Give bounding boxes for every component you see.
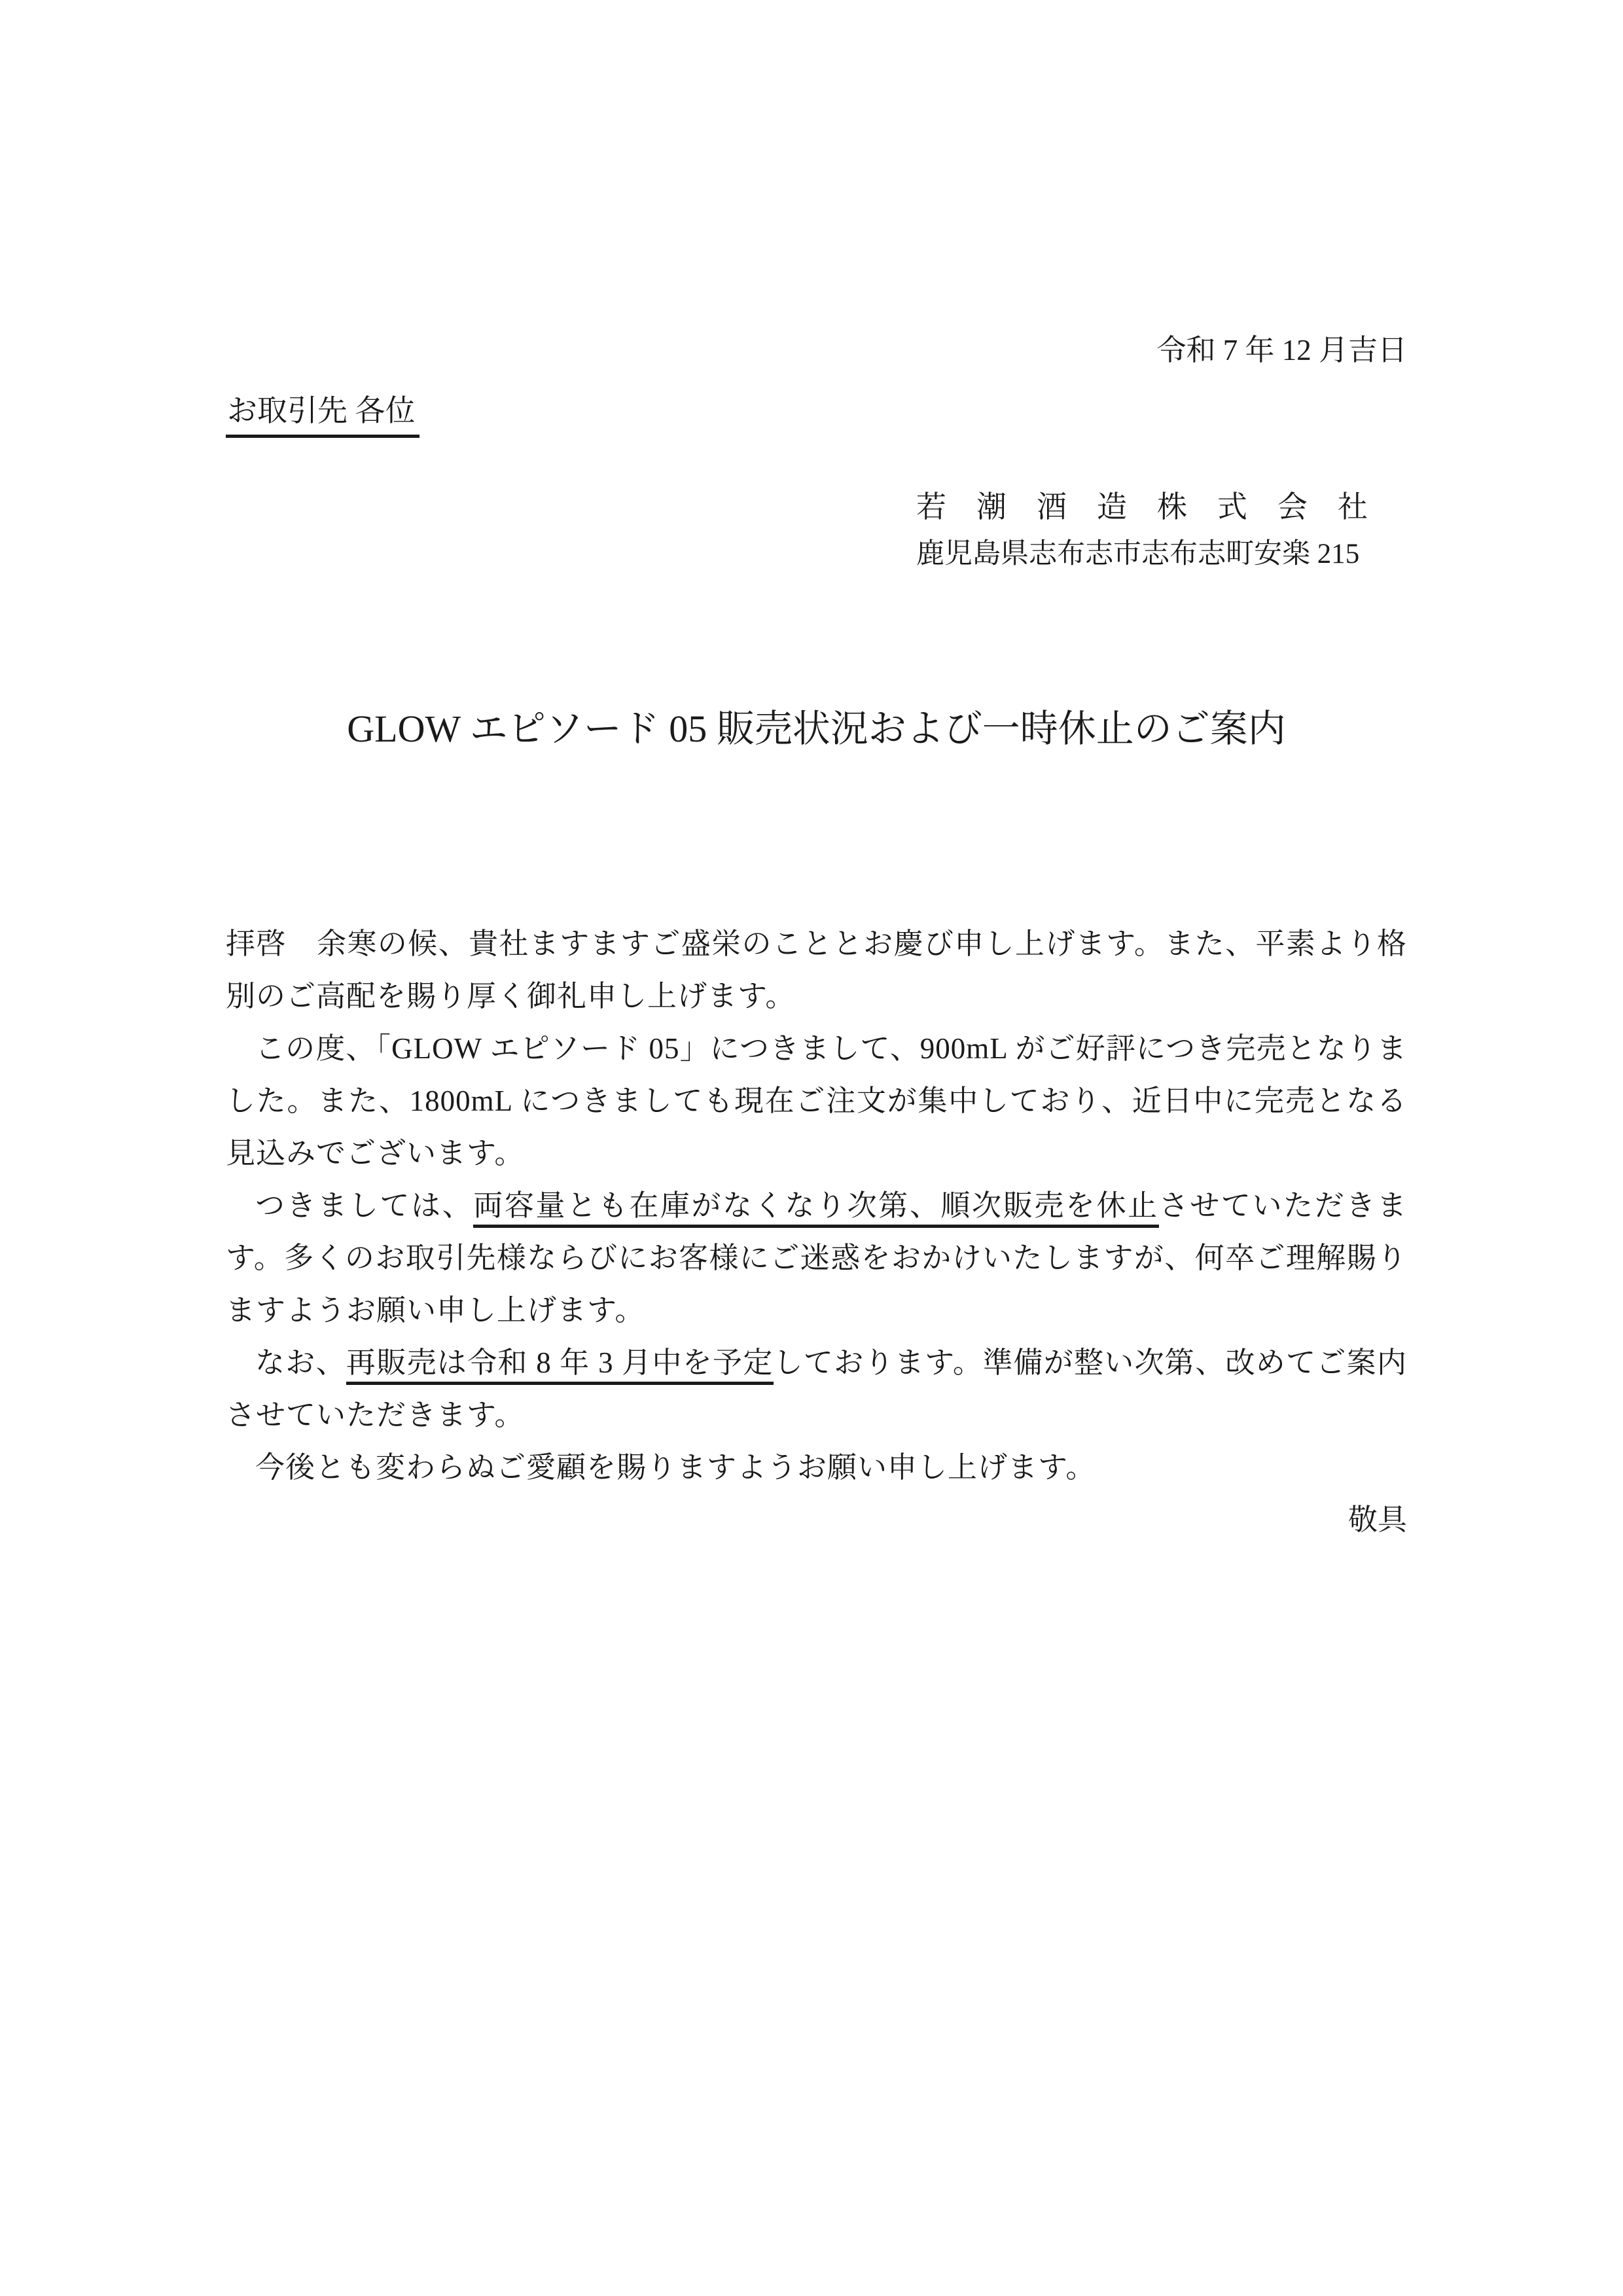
body-paragraph-suspension	[226, 1179, 1407, 1336]
letter-closing: 敬具	[1347, 1503, 1407, 1536]
suspension-text-post: させていただきます。多くのお取引先様ならびにお客様にご迷惑をおかけいたしますが、何卒ご理解賜りますようお願い申し上げます。	[226, 1189, 1407, 1327]
letter-date: 令和 7 年 12 月吉日	[1156, 334, 1407, 367]
body-paragraph-soldout: この度、「GLOW エピソード 05」につきまして、900mL がご好評につき完売となりました。また、1800mL につきましても現在ご注文が集中しており、近日中に完売となる見込みでございます。	[226, 1032, 1407, 1170]
resale-underlined-text: 再販売は令和 8 年 3 月中を予定	[346, 1346, 774, 1385]
sender-address: 鹿児島県志布志市志布志町安楽 215	[916, 539, 1360, 569]
resale-text-post: しております。準備が整い次第、改めてご案内させていただきます。	[226, 1346, 1407, 1431]
letter-title: GLOW エピソード 05 販売状況および一時休止のご案内	[347, 708, 1286, 750]
body-paragraph-greeting: 拝啓 余寒の候、貴社ますますご盛栄のこととお慶び申し上げます。また、平素より格別のご高配を賜り厚く御礼申し上げます。	[226, 927, 1407, 1013]
suspension-text-pre: つきましては、	[255, 1189, 474, 1222]
sender-company-name: 若 潮 酒 造 株 式 会 社	[916, 490, 1368, 524]
letter-body	[226, 918, 1407, 1494]
letter-recipient: お取引先 各位	[226, 394, 419, 438]
suspension-underlined-text: 両容量とも在庫がなくなり次第、順次販売を休止	[473, 1189, 1158, 1228]
sender-block	[916, 490, 1407, 570]
body-paragraph-resale	[226, 1336, 1407, 1441]
body-paragraph-thanks: 今後とも変わらぬご愛顧を賜りますようお願い申し上げます。	[255, 1451, 1096, 1484]
resale-text-pre: なお、	[255, 1346, 346, 1379]
recipient-row	[226, 394, 1407, 438]
